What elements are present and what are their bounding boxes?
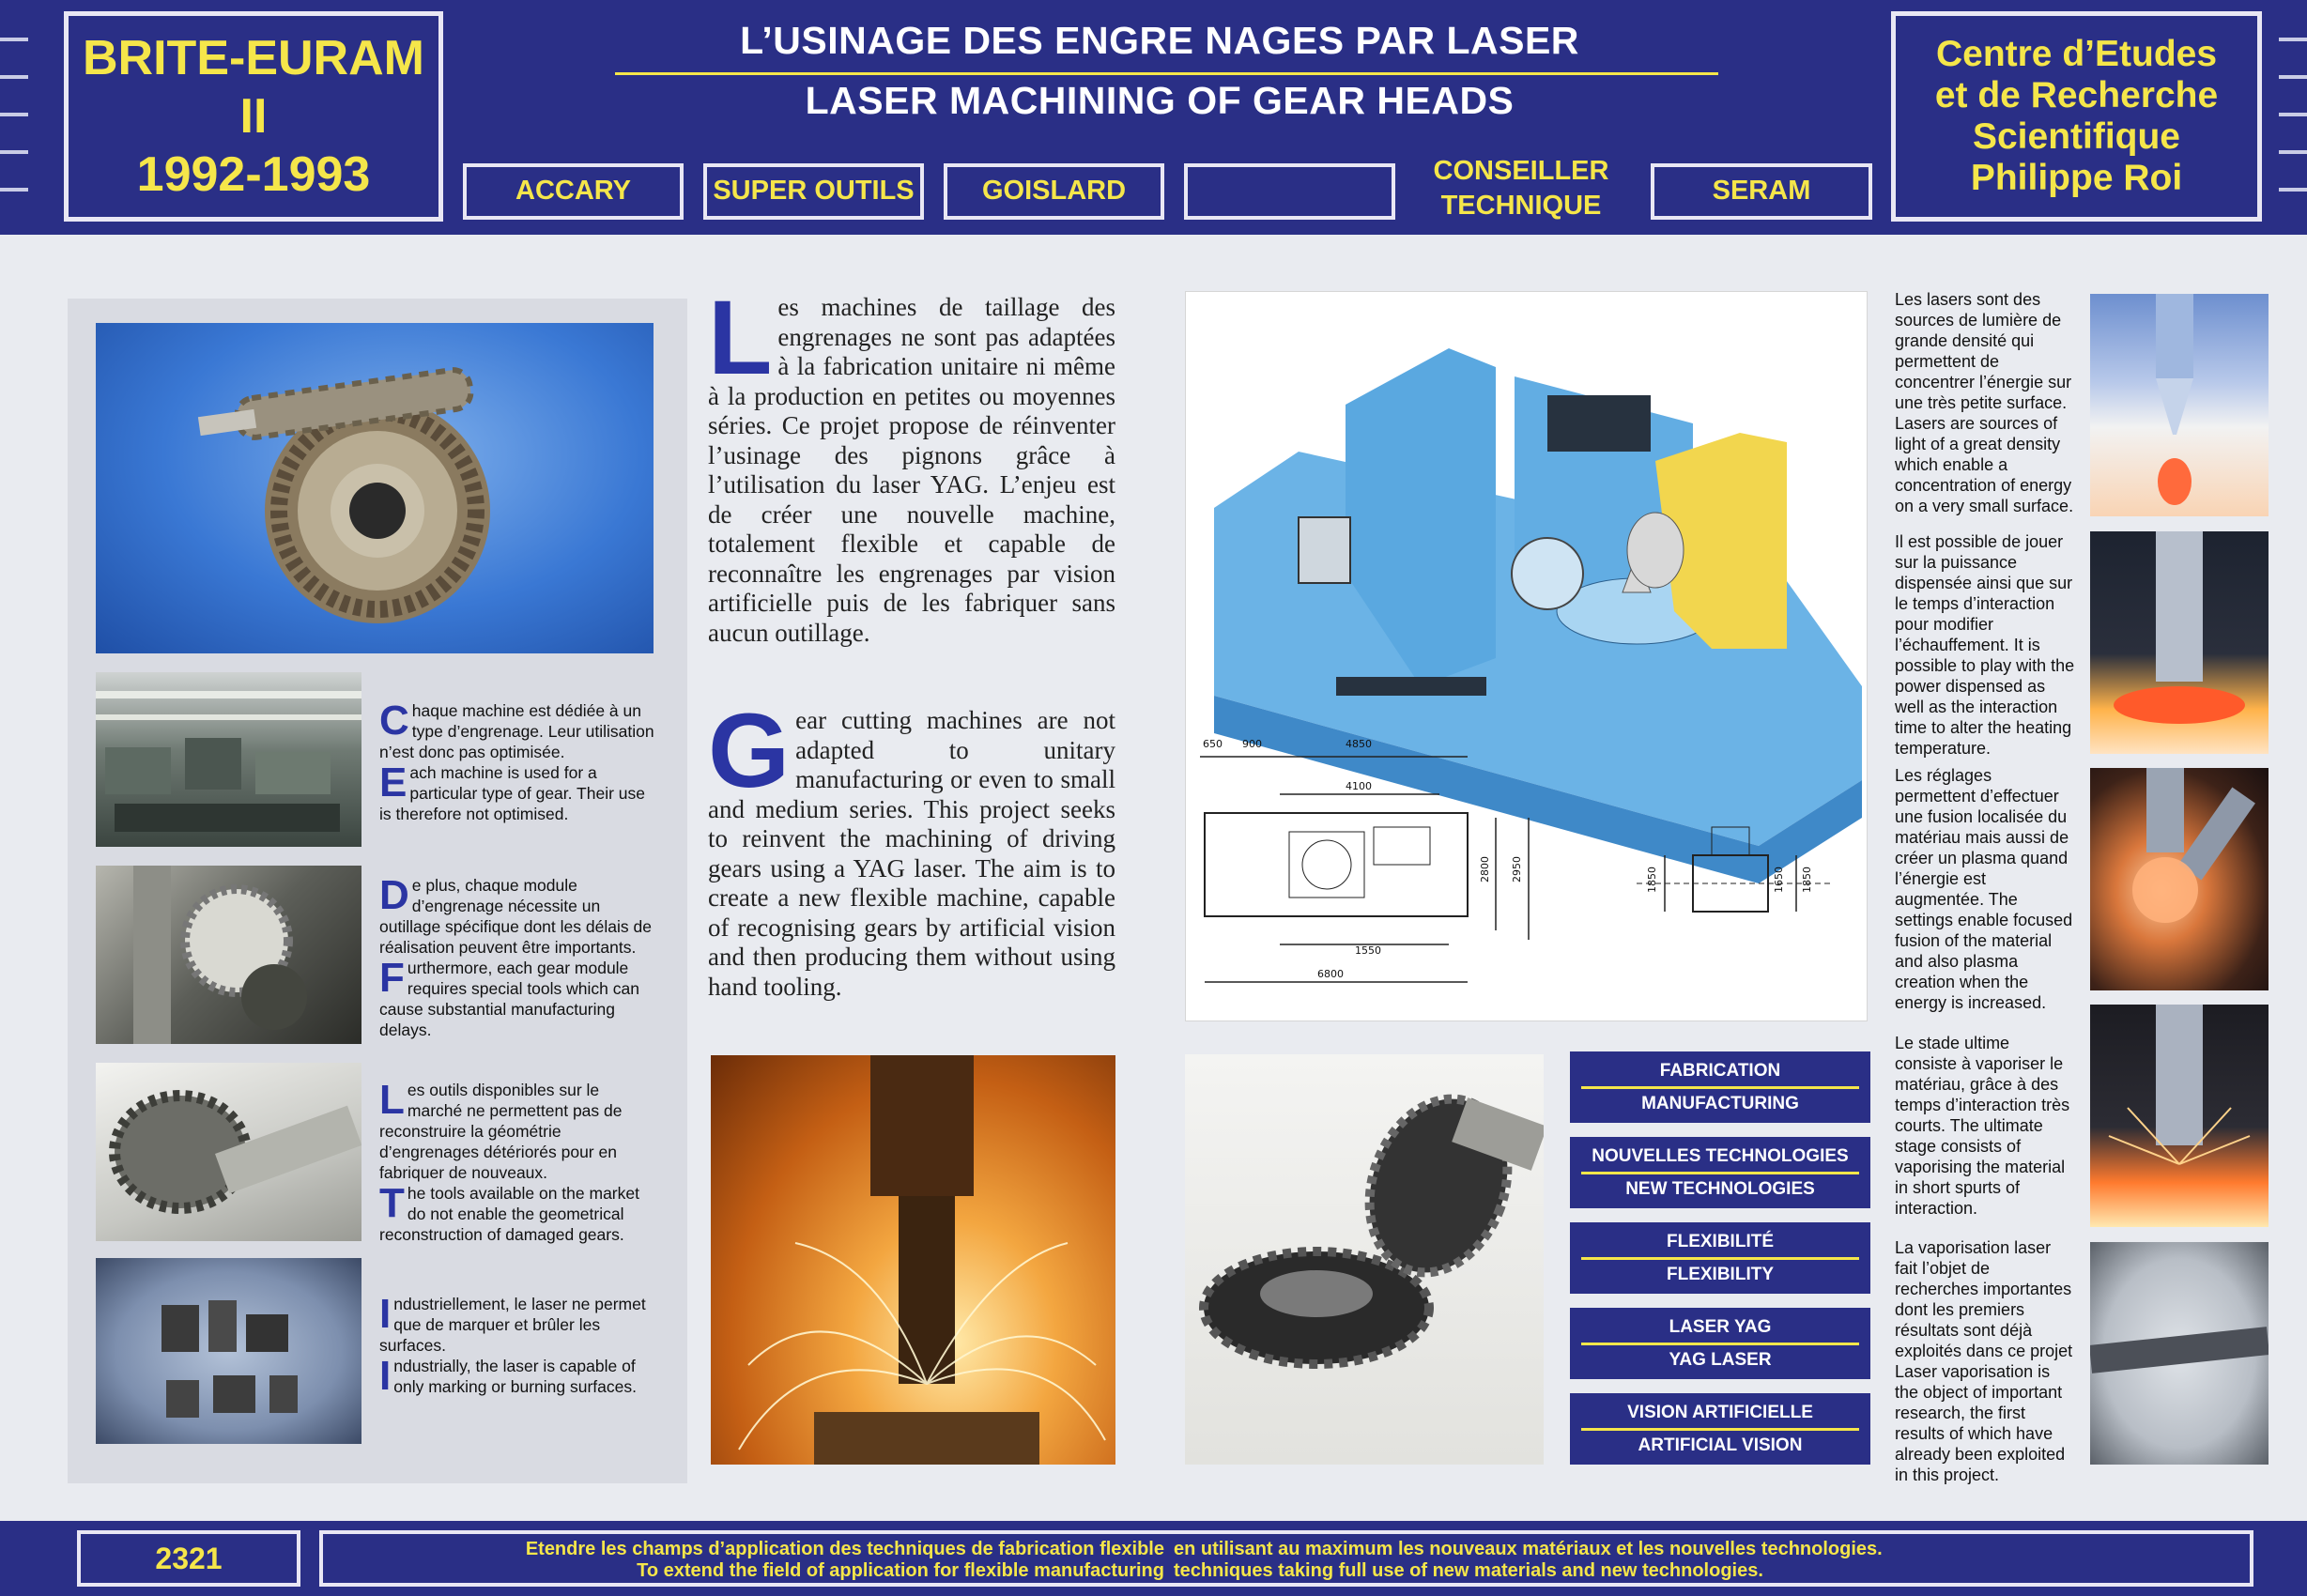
- partner-goislard: GOISLARD: [944, 163, 1164, 220]
- center-line-3: Scientifique: [1972, 116, 2181, 157]
- laser-plasma-illustration: [2090, 768, 2269, 990]
- laser-machine-drawing: [1186, 292, 1867, 1021]
- header-band: [0, 0, 2307, 235]
- worm-gear-illustration: [96, 323, 654, 653]
- intro-french: Les machines de taillage des engrenages ne sont pas adaptées à la fabrication unitaire ni même à la production en petites ou moyennes séries. Ce projet propose de réinventer l’usinage des pignons grâce à l’utilisation du laser YAG. L’enjeu est de créer une nouvelle machine, totalement flexible et capable de reconnaître les engrenages par vision artificielle puis de les fabriquer sans aucun outillage.: [708, 279, 1115, 647]
- laser-stage-photo-5: [2090, 1242, 2269, 1465]
- slogan-en-left: To extend the field of application for flexible manufacturing: [637, 1560, 1164, 1581]
- caption-3: Les outils disponibles sur le marché ne permettent pas de reconstruire la géométrie d’engrenages détériorés pour en fabriquer de nouveaux. T he tools available on the market do not enable the geometrical reconstruction of damaged gears.: [379, 1077, 639, 1244]
- page-number: 2321: [77, 1530, 300, 1587]
- milling-machine-photo: [96, 866, 361, 1044]
- title-divider: [615, 72, 1718, 75]
- dropcap: L: [379, 1077, 405, 1123]
- marked-surface-illustration: [96, 1258, 361, 1444]
- right-margin-ticks: [2279, 0, 2307, 235]
- partner-seram: SERAM: [1651, 163, 1872, 220]
- laser-marking-photo: [96, 1258, 361, 1444]
- dim-label: 1850: [1646, 867, 1658, 893]
- dropcap: I: [379, 1353, 392, 1399]
- caption-1: Chaque machine est dédiée à un type d’engrenage. Leur utilisation n’est donc pas optimisée. E ach machine is used for a particular type of gear. Their use is therefore not optimised.: [379, 698, 654, 823]
- partner-super-outils: SUPER OUTILS: [703, 163, 924, 220]
- title-french: L’USINAGE DES ENGRE NAGES PAR LASER: [740, 19, 1579, 62]
- footer-slogan-box: [319, 1530, 2253, 1587]
- keyword-box-technologies: NOUVELLES TECHNOLOGIES NEW TECHNOLOGIES: [1570, 1137, 1870, 1208]
- side-text-4: Le stade ultime consiste à vaporiser le matériau, grâce à des temps d’interaction très courts. The ultimate stage consists of vaporising the material in short spurts of interaction.: [1895, 1034, 2070, 1218]
- worm-gear-photo: [96, 323, 654, 653]
- dim-label: 4100: [1346, 780, 1372, 792]
- center-line-4: Philippe Roi: [1970, 158, 2183, 198]
- title-english: LASER MACHINING OF GEAR HEADS: [805, 79, 1515, 122]
- damaged-gear-photo: [96, 1063, 361, 1241]
- keyword-box-flexibility: FLEXIBILITÉ FLEXIBILITY: [1570, 1222, 1870, 1294]
- laser-stage-photo-2: [2090, 531, 2269, 754]
- intro-dropcap: G: [708, 692, 791, 809]
- side-text-5: La vaporisation laser fait l’objet de recherches importantes dont les premiers résultats sont déjà exploités dans ce projet Laser vaporisation is the object of important research, the first results of which have already been exploited in this project.: [1895, 1238, 2073, 1484]
- bevel-gear-photo: [1185, 1054, 1544, 1465]
- dim-label: 2950: [1511, 856, 1523, 882]
- side-text-1: Les lasers sont des sources de lumière de grande densité qui permettent de concentrer l’énergie sur une très petite surface. Lasers are sources of light of a great density which enable a concentration of energy on a very small surface.: [1895, 290, 2074, 515]
- dropcap: T: [379, 1180, 405, 1226]
- partner-conseiller-technique: CONSEILLER TECHNIQUE: [1433, 156, 1609, 221]
- program-years: 1992-1993: [136, 147, 371, 202]
- dropcap: F: [379, 955, 405, 1001]
- side-text-3: Les réglages permettent d’effectuer une fusion localisée du matériau mais aussi de créer un plasma quand l’énergie est augmentée. The settings enable focused fusion of the material and also plasma creation when the energy is increased.: [1895, 766, 2073, 1012]
- dim-label: 650: [1203, 738, 1223, 750]
- spiral-bevel-gear-illustration: [1185, 1054, 1544, 1465]
- research-center-box: [1891, 11, 2262, 222]
- intro-dropcap: L: [708, 279, 773, 396]
- dropcap: I: [379, 1291, 392, 1337]
- slogan-fr-left: Etendre les champs d’application des techniques de fabrication flexible: [525, 1539, 1164, 1559]
- laser-stage-photo-4: [2090, 1005, 2269, 1227]
- dim-label: 1650: [1773, 867, 1785, 893]
- program-name: BRITE-EURAM II: [83, 31, 424, 144]
- left-margin-ticks: [0, 0, 28, 235]
- slogan-en-right: techniques taking full use of new materials and new technologies.: [1174, 1560, 1763, 1581]
- keyword-box-laser: LASER YAG YAG LASER: [1570, 1308, 1870, 1379]
- laser-stage-photo-3: [2090, 768, 2269, 990]
- laser-heating-illustration: [2090, 531, 2269, 754]
- technical-drawing-panel: [1185, 291, 1868, 1021]
- dim-label: 1550: [1355, 944, 1381, 957]
- caption-4: Industriellement, le laser ne permet que de marquer et brûler les surfaces. I ndustrially, the laser is capable of only marking or burning surfaces.: [379, 1291, 646, 1399]
- laser-sparks-illustration: [711, 1055, 1115, 1465]
- milling-cutter-illustration: [96, 866, 361, 1044]
- footer-band: [0, 1521, 2307, 1596]
- factory-machines-illustration: [96, 672, 361, 847]
- dim-label: 4850: [1346, 738, 1372, 750]
- dropcap: E: [379, 760, 408, 806]
- dropcap: D: [379, 872, 409, 918]
- keyword-box-vision: VISION ARTIFICIELLE ARTIFICIAL VISION: [1570, 1393, 1870, 1465]
- dim-label: 2800: [1479, 856, 1491, 882]
- caption-2: De plus, chaque module d’engrenage nécessite un outillage spécifique dont les délais de réalisation peuvent être importants. F urthermore, each gear module requires special tools which can cause substantial manufacturing delays.: [379, 872, 652, 1039]
- bevel-gear-illustration: [96, 1063, 361, 1241]
- program-box: [64, 11, 443, 222]
- factory-photo: [96, 672, 361, 847]
- laser-beam-illustration: [2090, 294, 2269, 516]
- dim-label: 900: [1242, 738, 1262, 750]
- vaporised-groove-illustration: [2090, 1242, 2269, 1465]
- center-line-1: Centre d’Etudes: [1935, 34, 2218, 74]
- laser-stage-photo-1: [2090, 294, 2269, 516]
- center-line-2: et de Recherche: [1934, 75, 2219, 115]
- laser-vaporisation-illustration: [2090, 1005, 2269, 1227]
- dropcap: C: [379, 698, 409, 744]
- slogan-fr-right: en utilisant au maximum les nouveaux matériaux et les nouvelles technologies.: [1174, 1539, 1883, 1559]
- partner-accary: ACCARY: [463, 163, 684, 220]
- side-text-2: Il est possible de jouer sur la puissance dispensée ainsi que sur le temps d’interaction pour modifier l’échauffement. It is possible to play with the power dispensed as well as the interaction time to alter the heating temperature.: [1895, 532, 2075, 758]
- keyword-box-fabrication: FABRICATION MANUFACTURING: [1570, 1051, 1870, 1123]
- partner-blank: [1184, 163, 1395, 220]
- intro-english: Gear cutting machines are not adapted to unitary manufacturing or even to small and medium series. This project seeks to reinvent the machining of driving gears using a YAG laser. The aim is to create a new flexible machine, capable of recognising gears by artificial vision and then producing them without using hand tooling.: [708, 692, 1115, 1001]
- dim-label: 1850: [1801, 867, 1813, 893]
- laser-cutting-photo: [711, 1055, 1115, 1465]
- dim-label: 6800: [1317, 968, 1344, 980]
